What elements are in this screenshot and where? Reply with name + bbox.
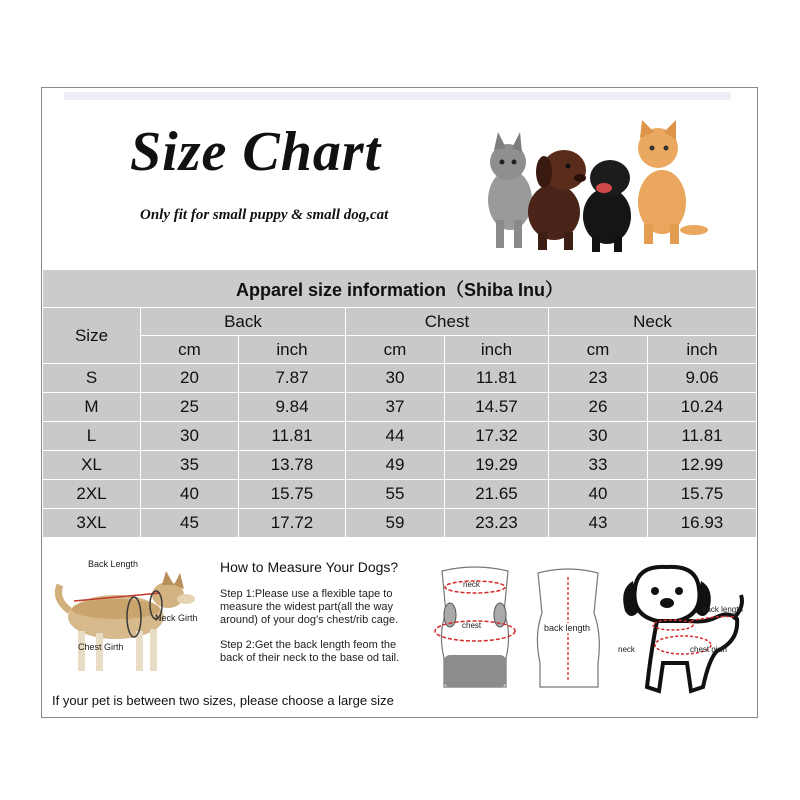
size-cell: 3XL [43,509,141,538]
table-caption: Apparel size information（Shiba Inu） [43,270,757,308]
table-cell: 16.93 [648,509,757,538]
cartoon-dog-diagram [617,559,751,709]
table-row [43,480,757,509]
table-cell: 59 [346,509,445,538]
table-cell: 43 [549,509,648,538]
table-cell: 17.72 [239,509,346,538]
table-cell: 26 [549,393,648,422]
table-cell: 40 [141,480,239,509]
table-cell: 30 [549,422,648,451]
table-cell: 7.87 [239,364,346,393]
table-cell: 33 [549,451,648,480]
table-cell: 49 [346,451,445,480]
size-cell: S [43,364,141,393]
howto-title: How to Measure Your Dogs? [220,559,399,575]
table-cell: 30 [141,422,239,451]
group-header-back: Back [141,308,346,336]
table-cell: 25 [141,393,239,422]
header-band [64,92,731,100]
grey-kitten-image [488,132,532,248]
table-cell: 45 [141,509,239,538]
garment-label-back-length: back length [544,623,591,633]
table-cell: 17.32 [445,422,549,451]
page-title: Size Chart [130,121,382,183]
size-chart-card [41,87,758,718]
table-cell: 9.84 [239,393,346,422]
page-subtitle: Only fit for small puppy & small dog,cat [140,207,389,223]
table-cell: 40 [549,480,648,509]
table-row [43,422,757,451]
table-cell: 30 [346,364,445,393]
cartoon-label-back-length: back length [702,605,743,614]
table-row [43,393,757,422]
table-cell: 44 [346,422,445,451]
table-row [43,451,757,480]
table-cell: 20 [141,364,239,393]
table-cell: 9.06 [648,364,757,393]
cartoon-label-chest-girth: chest girth [690,645,727,654]
table-cell: 55 [346,480,445,509]
dog-label-back-length: Back Length [88,559,139,569]
measure-guide [42,547,757,717]
step-1-text: Step 1:Please use a flexible tape to measure the widest part(all the way around) of your dog's chest/rib cage. [220,588,399,626]
unit-header: inch [445,336,549,364]
table-cell: 12.99 [648,451,757,480]
table-row [43,509,757,538]
step-2-text: Step 2:Get the back length feom the back of their neck to the base od tail. [220,639,400,664]
table-cell: 15.75 [239,480,346,509]
table-row [43,364,757,393]
table-cell: 11.81 [648,422,757,451]
table-cell: 13.78 [239,451,346,480]
table-cell: 35 [141,451,239,480]
size-cell: 2XL [43,480,141,509]
cartoon-label-neck: neck [618,645,635,654]
unit-header: inch [239,336,346,364]
garment-label-neck: neck [463,580,480,589]
table-cell: 19.29 [445,451,549,480]
size-cell: XL [43,451,141,480]
size-cell: M [43,393,141,422]
unit-header: inch [648,336,757,364]
header-banner [64,92,731,268]
unit-header: cm [141,336,239,364]
size-advice-note: If your pet is between two sizes, please choose a large size [52,693,394,708]
table-cell: 23 [549,364,648,393]
group-header-chest: Chest [346,308,549,336]
group-header-neck: Neck [549,308,757,336]
table-cell: 10.24 [648,393,757,422]
dog-label-chest-girth: Chest Girth [78,642,124,652]
size-table [42,269,757,538]
black-puppy-image [583,160,631,252]
table-cell: 15.75 [648,480,757,509]
garment-label-chest: chest [462,621,482,630]
table-cell: 23.23 [445,509,549,538]
size-column-header: Size [43,308,141,364]
unit-header: cm [549,336,648,364]
table-cell: 11.81 [445,364,549,393]
table-cell: 37 [346,393,445,422]
table-cell: 11.81 [239,422,346,451]
orange-kitten-image [638,120,708,244]
table-cell: 21.65 [445,480,549,509]
dog-label-neck-girth: Neck Girth [155,613,198,623]
size-cell: L [43,422,141,451]
pets-illustration [472,120,712,255]
brown-puppy-image [528,150,586,250]
unit-header: cm [346,336,445,364]
table-cell: 14.57 [445,393,549,422]
